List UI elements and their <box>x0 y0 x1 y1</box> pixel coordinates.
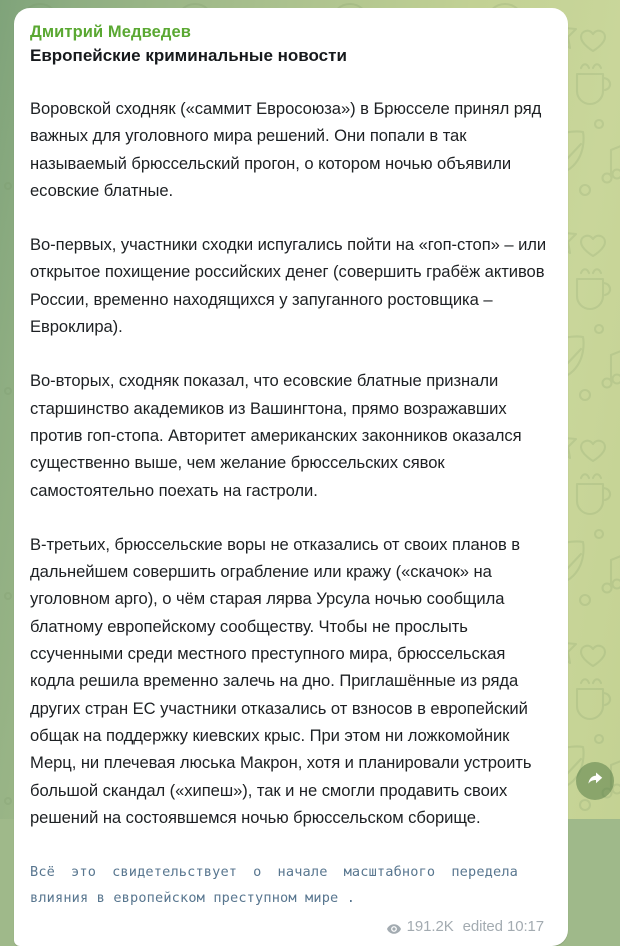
message-bubble[interactable] <box>14 8 568 946</box>
message-closing-statement: Всё это свидетельствует о начале масштабного передела влияния в европейском преступном мире . <box>30 864 518 907</box>
message-paragraph: Воровской сходняк («саммит Евросоюза») в Брюсселе принял ряд важных для уголовного мира решений. Они попали в так называемый брюссельский прогон, о котором ночью объявили есовские блатные. <box>30 99 542 200</box>
message-author-name[interactable]: Дмитрий Медведев <box>30 23 192 41</box>
message-title: Европейские криминальные новости <box>30 46 347 65</box>
message-meta <box>30 918 552 936</box>
view-count: 191.2K <box>406 918 454 936</box>
edited-timestamp: edited 10:17 <box>462 918 544 936</box>
message-paragraph: В-третьих, брюссельские воры не отказались от своих планов в дальнейшем совершить ограбление или кражу («скачок» на уголовном арго), о чём старая лярва Урсула ночью сообщила блатному европейскому сообществу. Чтобы не прослыть ссученными среди местного преступного мира, брюссельская кодла решила временно залечь на дно. Приглашённые из ряда других стран ЕС участники отказались от взносов в европейский общак на поддержку киевских крыс. При этом ни ложкомойник Мерц, ни плечевая люська Макрон, хотя и планировали устроить большой скандал («хипеш»), так и не смогли продавить своих решений на состоявшемся ночью брюссельском сборище. <box>30 534 532 827</box>
share-forward-icon <box>585 768 606 794</box>
message-paragraph: Во-первых, участники сходки испугались пойти на «гоп-стоп» – или открытое похищение российских денег (совершить грабёж активов России, временно находящихся у запуганного ростовщика – Евроклира). <box>30 235 547 337</box>
eye-icon <box>386 921 402 937</box>
share-forward-button[interactable] <box>576 762 614 800</box>
message-paragraph: Во-вторых, сходняк показал, что есовские блатные признали старшинство академиков из Вашингтона, прямо возражавших против гоп-стопа. Авторитет американских законников оказался существенно выше, чем желание брюссельских сявок самостоятельно поехать на гастроли. <box>30 371 522 500</box>
